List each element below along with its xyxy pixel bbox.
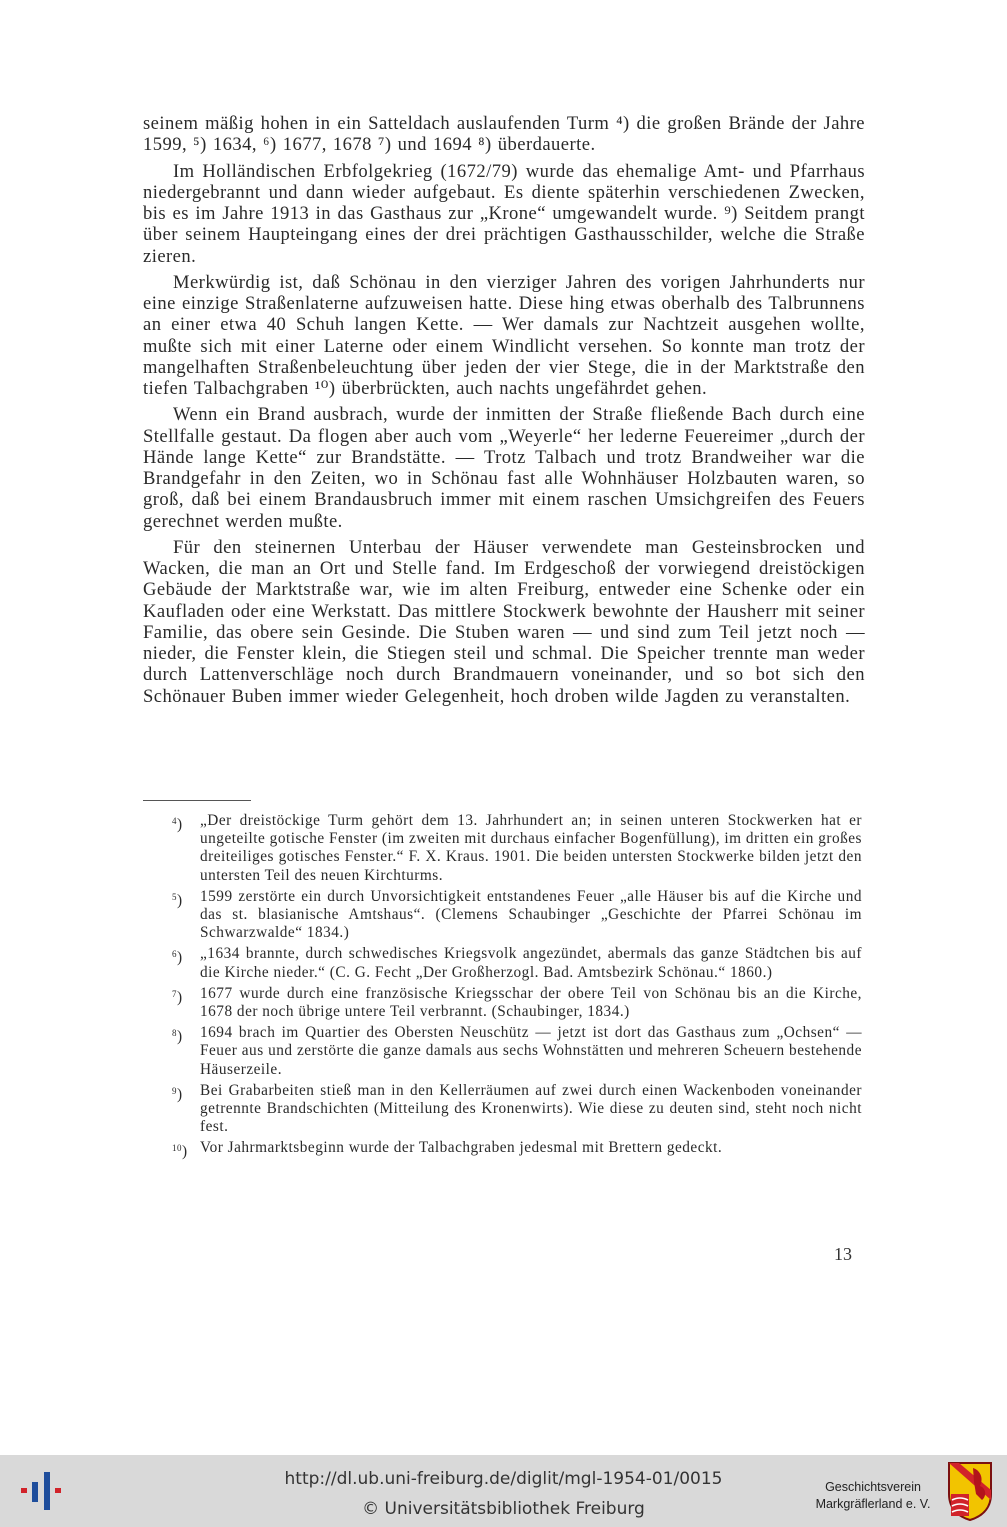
society-line: Markgräflerland e. V. [815, 1497, 931, 1511]
footnote-text: „Der dreistöckige Turm gehört dem 13. Jahrhundert an; in seinen unteren Stockwerken hat er ungeteilte gotische Fenster (im zweiten mit durchaus einfacher Bogenfüllung), im dritten ein großes dreiteiliges gotisches Fenster.“ F. X. Kraus. 1901. Die beiden untersten Stockwerke bilden jetzt den untersten Teil des neuen Kirchturms. [200, 812, 862, 884]
body-text [143, 113, 865, 707]
footnote-marker: $^5$) [172, 891, 183, 909]
footnote-text: 1694 brach im Quartier des Obersten Neuschütz — jetzt ist dort das Gasthaus zum „Ochsen“ — Feuer aus und zerstörte die ganze damals aus sechs Wohnstätten und mehreren Scheuern bestehende Häuserzeile. [200, 1024, 862, 1078]
footnote-marker: $^{10}$) [172, 1143, 188, 1161]
footnote-divider [143, 800, 251, 801]
footnote [172, 1082, 862, 1137]
page-number: 13 [834, 1244, 852, 1264]
source-url-link[interactable]: http://dl.ub.uni-freiburg.de/diglit/mgl-1954-01/0015 [284, 1469, 723, 1489]
society-line: Geschichtsverein [825, 1480, 921, 1494]
paragraph: Wenn ein Brand ausbrach, wurde der inmitten der Straße fließende Bach durch eine Stellfalle gestaut. Da flogen aber auch vom „Weyerle“ her lederne Feuereimer „durch der Hände lange Kette“ zur Brandstätte. — Trotz Talbach und trotz Brandweiher war die Brandgefahr in den Zeiten, wo in Schönau fast alle Wohnhäuser Holzbauten waren, so groß, daß bei einem Brandausbruch immer mit einem raschen Umsichgreifen des Feuers gerechnet werden mußte. [143, 404, 865, 532]
society-name [800, 1479, 946, 1513]
footnote [172, 812, 862, 885]
footnotes [172, 812, 862, 1161]
footnote-marker: $^7$) [172, 988, 183, 1006]
footnote [172, 1139, 862, 1161]
footnote-text: Bei Grabarbeiten stieß man in den Kellerräumen auf zwei durch einen Wackenboden voneinander getrennte Brandschichten (Mitteilung des Kronenwirts). Wie diese zu deuten sind, steht noch nicht fest. [200, 1081, 862, 1136]
footnote-marker: $^6$) [172, 949, 183, 967]
viewer-footer [0, 1455, 1007, 1527]
paragraph: Für den steinernen Unterbau der Häuser verwendete man Gesteinsbrocken und Wacken, die man an Ort und Stelle fand. Im Erdgeschoß der vorwiegend dreistöckigen Gebäude der Marktstraße war, wie im alten Freiburg, entweder eine Schenke oder ein Kaufladen oder eine Werkstatt. Das mittlere Stockwerk bewohnte der Hausherr mit seiner Familie, das obere sein Gesinde. Die Stuben waren — und sind zum Teil jetzt noch — nieder, die Fenster klein, die Stiegen steil und schmal. Die Speicher trennte man weder durch Lattenverschläge noch durch Brandmauern voneinander, und so bot sich den Schönauer Buben immer wieder Gelegenheit, hoch droben wilde Jagden zu veranstalten. [143, 536, 865, 707]
copyright-text: © Universitätsbibliothek Freiburg [362, 1499, 645, 1519]
footnote-text: „1634 brannte, durch schwedisches Kriegsvolk angezündet, abermals das ganze Städtchen bis auf die Kirche nieder.“ (C. G. Fecht „Der Großherzogl. Bad. Amtsbezirk Schönau.“ 1860.) [200, 945, 862, 981]
footnote-marker: $^9$) [172, 1085, 183, 1103]
footnote-marker: $^8$) [172, 1028, 183, 1046]
paragraph: Merkwürdig ist, daß Schönau in den vierziger Jahren des vorigen Jahrhunderts nur eine einzige Straßenlaterne aufzuweisen hatte. Diese hing etwas oberhalb des Talbrunnens an einer etwa 40 Schuh langen Kette. — Wer damals zur Nachtzeit ausgehen wollte, mußte sich mit einer Laterne oder einem Windlicht versehen. So konnte man trotz der mangelhaften Straßenbeleuchtung über jeden der vier Stege, die in der Marktstraße den tiefen Talbachgraben ¹⁰) überbrückten, auch nachts ungefährdet gehen. [143, 271, 865, 399]
coat-of-arms-icon[interactable] [946, 1460, 994, 1522]
paragraph: seinem mäßig hohen in ein Satteldach auslaufenden Turm ⁴) die großen Brände der Jahre 1599, ⁵) 1634, ⁶) 1677, 1678 ⁷) und 1694 ⁸) überdauerte. [143, 113, 865, 156]
footnote [172, 1024, 862, 1079]
paragraph: Im Holländischen Erbfolgekrieg (1672/79) wurde das ehemalige Amt- und Pfarrhaus niedergebrannt und dann wieder aufgebaut. Es diente späterhin verschiedenen Zwecken, bis es im Jahre 1913 in das Gasthaus zur „Krone“ umgewandelt wurde. ⁹) Seitdem prangt über seinem Haupteingang eines der drei prächtigen Gasthausschilder, welche die Straße zieren. [143, 160, 865, 267]
footnote-text: 1599 zerstörte ein durch Unvorsichtigkeit entstandenes Feuer „alle Häuser bis auf die Kirche und das st. blasianische Amtshaus“. (Clemens Schaubinger „Geschichte der Pfarrei Schönau im Schwarzwalde“ 1834.) [200, 887, 862, 942]
footnote-text: Vor Jahrmarktsbeginn wurde der Talbachgraben jedesmal mit Brettern gedeckt. [200, 1139, 723, 1157]
footnote [172, 985, 862, 1021]
footnote [172, 888, 862, 943]
footnote [172, 945, 862, 981]
footnote-marker: $^4$) [172, 816, 183, 833]
footnote-text: 1677 wurde durch eine französische Kriegsschar der obere Teil von Schönau bis an die Kirche, 1678 der noch übrige untere Teil verbrannt. (Schaubinger, 1834.) [200, 984, 862, 1021]
